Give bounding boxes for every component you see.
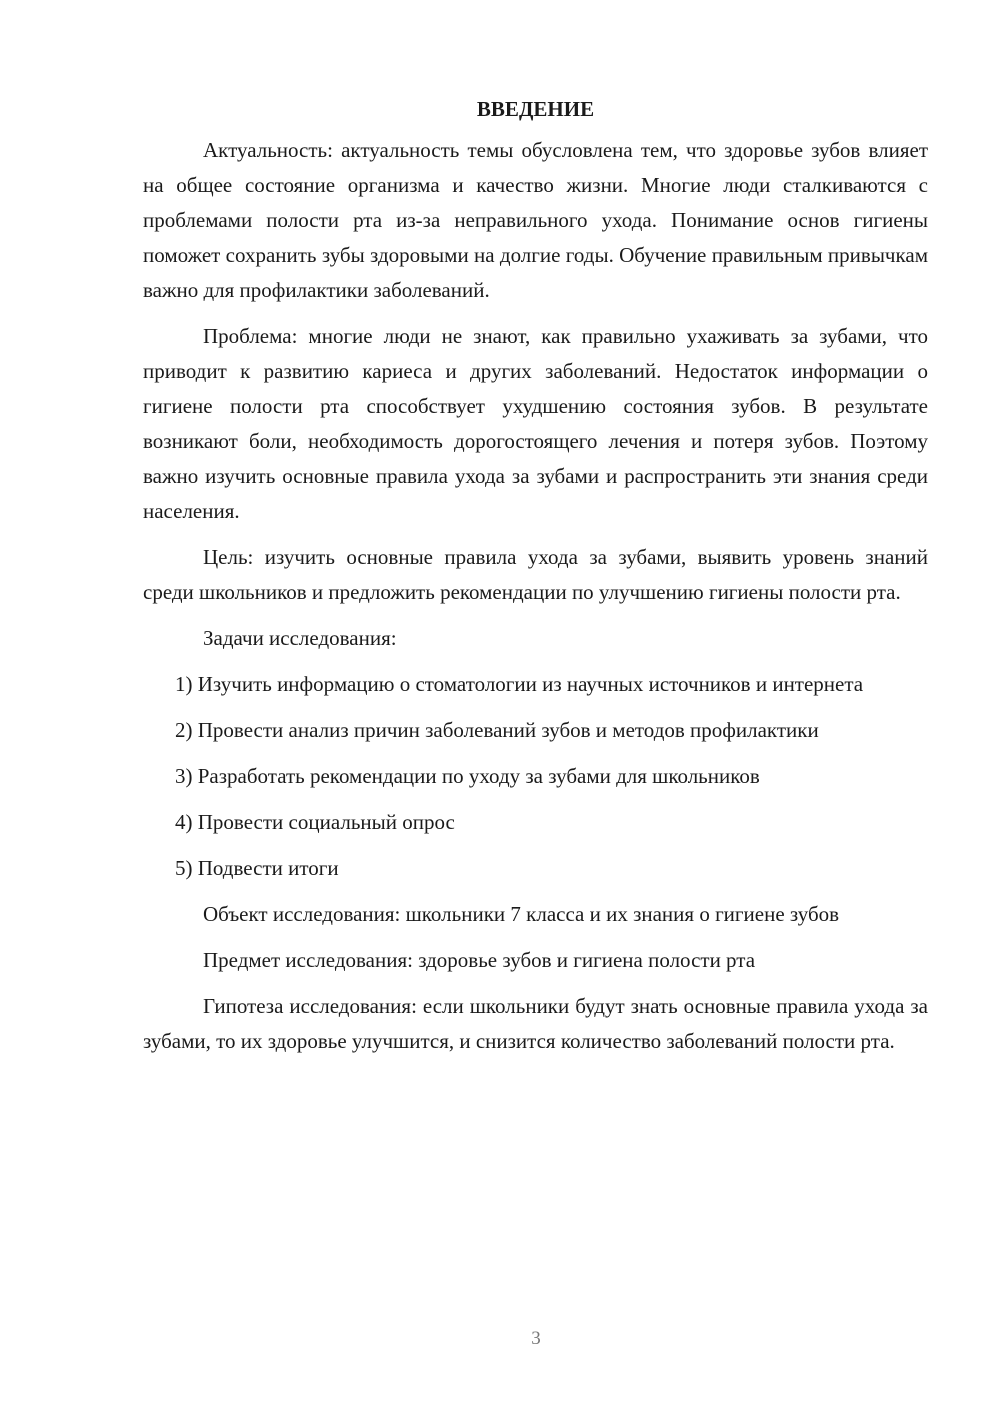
paragraph-subject: Предмет исследования: здоровье зубов и гигиена полости рта [203, 948, 756, 972]
document-page [143, 92, 928, 1070]
paragraph-tasks-heading: Задачи исследования: [203, 626, 397, 650]
task-item-5: 5) Подвести итоги [175, 856, 339, 880]
paragraph-hypothesis: Гипотеза исследования: если школьники будут знать основные правила ухода за зубами, то их здоровье улучшится, и снизится количество заболеваний полости рта. [143, 994, 928, 1053]
page-number: 3 [531, 1328, 541, 1349]
paragraph-goal: Цель: изучить основные правила ухода за зубами, выявить уровень знаний среди школьников и предложить рекомендации по улучшению гигиены полости рта. [143, 545, 928, 604]
task-item-1: 1) Изучить информацию о стоматологии из научных источников и интернета [175, 672, 864, 696]
task-item-3: 3) Разработать рекомендации по уходу за зубами для школьников [175, 764, 760, 788]
section-title: ВВЕДЕНИЕ [476, 97, 595, 121]
paragraph-relevance: Актуальность: актуальность темы обусловлена тем, что здоровье зубов влияет на общее состояние организма и качество жизни. Многие люди сталкиваются с проблемами полости рта из-за неправильного ухода. Понимание основ гигиены поможет сохранить зубы здоровыми на долгие годы. Обучение правильным привычкам важно для профилактики заболеваний. [143, 138, 928, 302]
task-item-4: 4) Провести социальный опрос [175, 810, 455, 834]
paragraph-object: Объект исследования: школьники 7 класса и их знания о гигиене зубов [203, 902, 840, 926]
task-item-2: 2) Провести анализ причин заболеваний зубов и методов профилактики [175, 718, 819, 742]
paragraph-problem: Проблема: многие люди не знают, как правильно ухаживать за зубами, что приводит к развитию кариеса и других заболеваний. Недостаток информации о гигиене полости рта способствует ухудшению состояния зубов. В результате возникают боли, необходимость дорогостоящего лечения и потеря зубов. Поэтому важно изучить основные правила ухода за зубами и распространить эти знания среди населения. [143, 324, 928, 523]
